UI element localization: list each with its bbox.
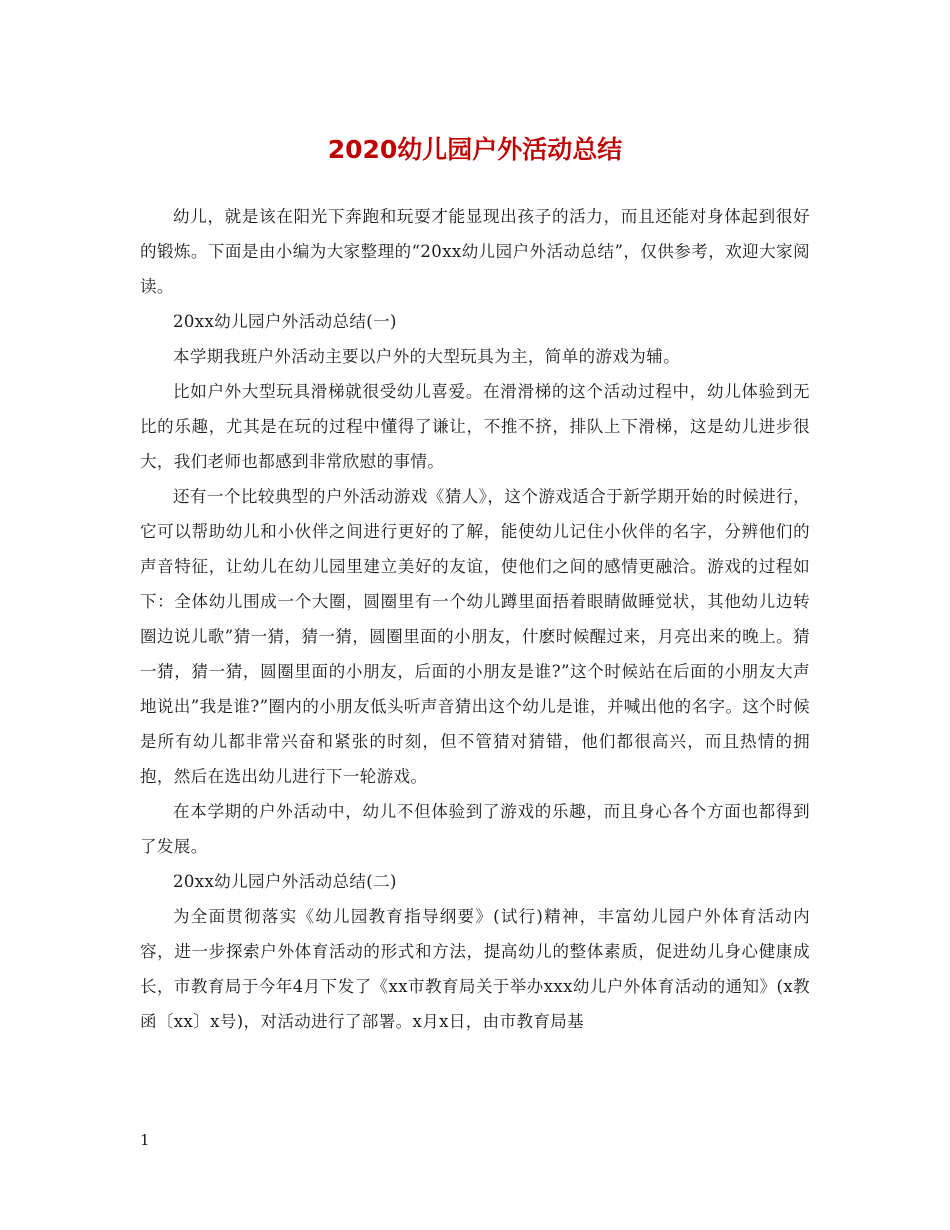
document-title: 2020幼儿园户外活动总结 xyxy=(327,135,623,164)
paragraph: 在本学期的户外活动中，幼儿不但体验到了游戏的乐趣，而且身心各个方面也都得到了发展。 xyxy=(140,802,810,856)
section-heading-1: 20xx幼儿园户外活动总结(一) xyxy=(173,312,397,331)
paragraph-intro: 幼儿，就是该在阳光下奔跑和玩耍才能显现出孩子的活力，而且还能对身体起到很好的锻炼。下面是由小编为大家整理的“20xx幼儿园户外活动总结”，仅供参考，欢迎大家阅读。 xyxy=(140,207,810,296)
paragraph: 还有一个比较典型的户外活动游戏《猜人》，这个游戏适合于新学期开始的时候进行，它可以帮助幼儿和小伙伴之间进行更好的了解，能使幼儿记住小伙伴的名字，分辨他们的声音特征，让幼儿在幼儿园里建立美好的友谊，使他们之间的感情更融洽。游戏的过程如下：全体幼儿围成一个大圈，圆圈里有一个幼儿蹲里面捂着眼睛做睡觉状，其他幼儿边转圈边说儿歌”猜一猜，猜一猜，圆圈里面的小朋友，什麽时候醒过来，月亮出来的晚上。猜一猜，猜一猜，圆圈里面的小朋友，后面的小朋友是谁?”这个时候站在后面的小朋友大声地说出”我是谁?”圈内的小朋友低头听声音猜出这个幼儿是谁，并喊出他的名字。这个时候是所有幼儿都非常兴奋和紧张的时刻，但不管猜对猜错，他们都很高兴，而且热情的拥抱，然后在选出幼儿进行下一轮游戏。 xyxy=(140,487,810,786)
section-heading-2: 20xx幼儿园户外活动总结(二) xyxy=(173,872,397,891)
page-number: 1 xyxy=(140,1131,150,1149)
paragraph: 为全面贯彻落实《幼儿园教育指导纲要》(试行)精神，丰富幼儿园户外体育活动内容，进一步探索户外体育活动的形式和方法，提高幼儿的整体素质，促进幼儿身心健康成长，市教育局于今年4月下发了《xx市教育局关于举办xxx幼儿户外体育活动的通知》(x教函〔xx〕x号)，对活动进行了部署。x月x日，由市教育局基 xyxy=(140,907,810,1031)
paragraph: 比如户外大型玩具滑梯就很受幼儿喜爱。在滑滑梯的这个活动过程中，幼儿体验到无比的乐趣，尤其是在玩的过程中懂得了谦让，不推不挤，排队上下滑梯，这是幼儿进步很大，我们老师也都感到非常欣慰的事情。 xyxy=(140,382,810,471)
document-body xyxy=(140,199,810,1039)
paragraph: 本学期我班户外活动主要以户外的大型玩具为主，简单的游戏为辅。 xyxy=(173,347,680,366)
